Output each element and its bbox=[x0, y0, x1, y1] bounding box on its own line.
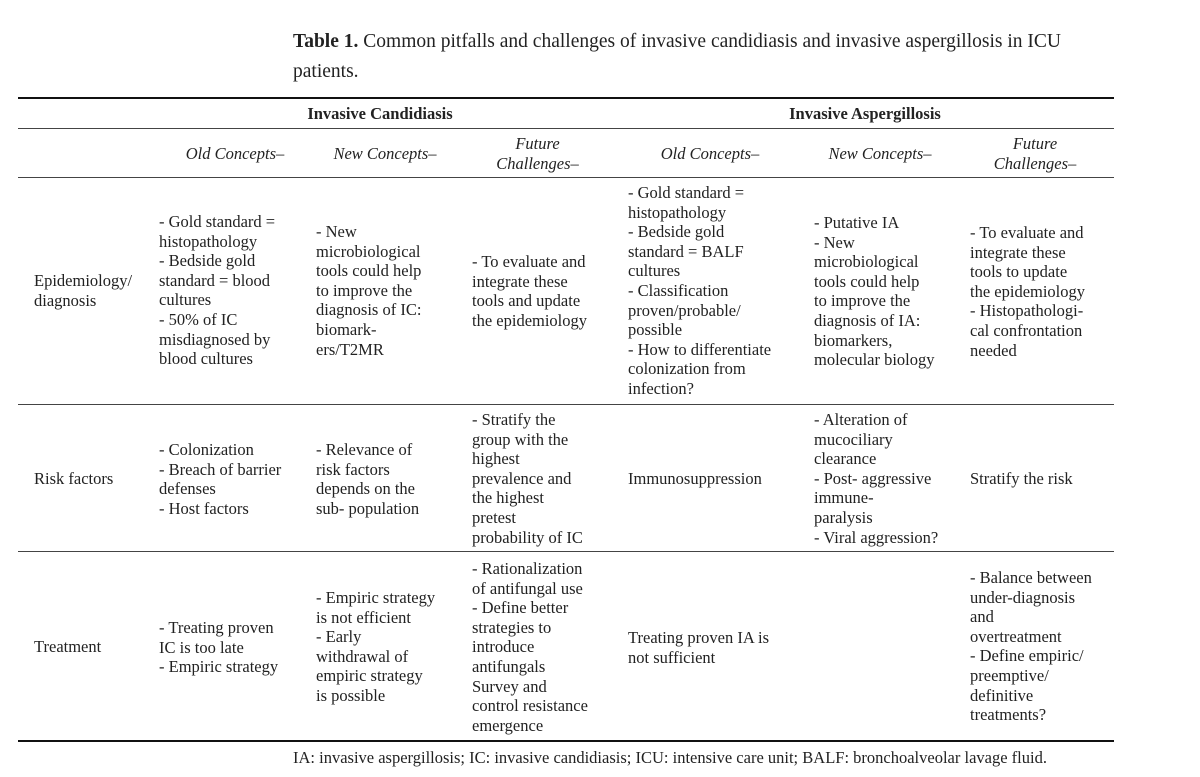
table-cell: - Rationalization of antifungal use - Define better strategies to introduce antifungals Survey and control resistance emergence bbox=[472, 559, 588, 735]
table-cell: - Treating proven IC is too late - Empiric strategy bbox=[159, 618, 279, 677]
group-underline bbox=[18, 128, 1114, 129]
col-header-ia-new: New Concepts– bbox=[828, 144, 932, 163]
table-cell: - Gold standard = histopathology - Bedside gold standard = blood cultures - 50% of IC misdiagnosed by blood cultures bbox=[159, 212, 276, 369]
table-footnote: IA: invasive aspergillosis; IC: invasive candidiasis; ICU: intensive care unit; BALF: bronchoalveolar lavage fluid. bbox=[293, 748, 1047, 767]
table-bottom-rule bbox=[18, 740, 1114, 742]
row-divider-1 bbox=[18, 404, 1114, 405]
table-cell: - Alteration of mucociliary clearance - Post- aggressive immune- paralysis - Viral aggression? bbox=[814, 410, 939, 547]
col-header-ic-new: New Concepts– bbox=[333, 144, 437, 163]
table-cell: - Relevance of risk factors depends on the sub- population bbox=[316, 440, 420, 518]
table-cell: Immunosuppression bbox=[628, 469, 762, 488]
table-cell: - To evaluate and integrate these tools and update the epidemiology bbox=[472, 252, 588, 330]
header-bottom-rule bbox=[18, 177, 1114, 178]
table-caption bbox=[293, 27, 1123, 87]
table-cell: - Putative IA - New microbiological tools could help to improve the diagnosis of IA: biomarkers, molecular biology bbox=[814, 213, 935, 370]
table-cell: - Stratify the group with the highest prevalence and the highest pretest probability of IC bbox=[472, 410, 583, 547]
table-cell: Treating proven IA is not sufficient bbox=[628, 628, 770, 667]
table-cell: - Colonization - Breach of barrier defenses - Host factors bbox=[159, 440, 282, 518]
col-header-ic-future: Future Challenges– bbox=[496, 134, 579, 173]
row-divider-2 bbox=[18, 551, 1114, 552]
table-cell: - To evaluate and integrate these tools to update the epidemiology - Histopathologi- cal confrontation needed bbox=[970, 223, 1086, 360]
group-header-candidiasis: Invasive Candidiasis bbox=[307, 104, 453, 123]
table-top-rule bbox=[18, 97, 1114, 99]
table-cell: Stratify the risk bbox=[970, 469, 1073, 488]
col-header-ic-old: Old Concepts– bbox=[185, 144, 285, 163]
table-cell: - Balance between under-diagnosis and overtreatment - Define empiric/ preemptive/ definitive treatments? bbox=[970, 568, 1092, 725]
row-label-epidemiology: Epidemiology/ diagnosis bbox=[34, 271, 133, 310]
group-header-aspergillosis: Invasive Aspergillosis bbox=[789, 104, 941, 123]
col-header-ia-old: Old Concepts– bbox=[660, 144, 760, 163]
row-label-treatment: Treatment bbox=[34, 637, 102, 656]
col-header-ia-future: Future Challenges– bbox=[993, 134, 1077, 173]
row-label-risk-factors: Risk factors bbox=[34, 469, 114, 488]
table-caption-label: Table 1. bbox=[293, 31, 359, 52]
table-cell: - Empiric strategy is not efficient - Early withdrawal of empiric strategy is possible bbox=[316, 588, 436, 705]
table-cell: - Gold standard = histopathology - Bedside gold standard = BALF cultures - Classification proven/probable/ possible - How to differentiate colonization from infection? bbox=[628, 183, 772, 398]
table-cell: - New microbiological tools could help to improve the diagnosis of IC: biomark- ers/T2MR bbox=[316, 222, 422, 359]
table-caption-text: Common pitfalls and challenges of invasive candidiasis and invasive aspergillosis in ICU patients. bbox=[293, 31, 1061, 82]
